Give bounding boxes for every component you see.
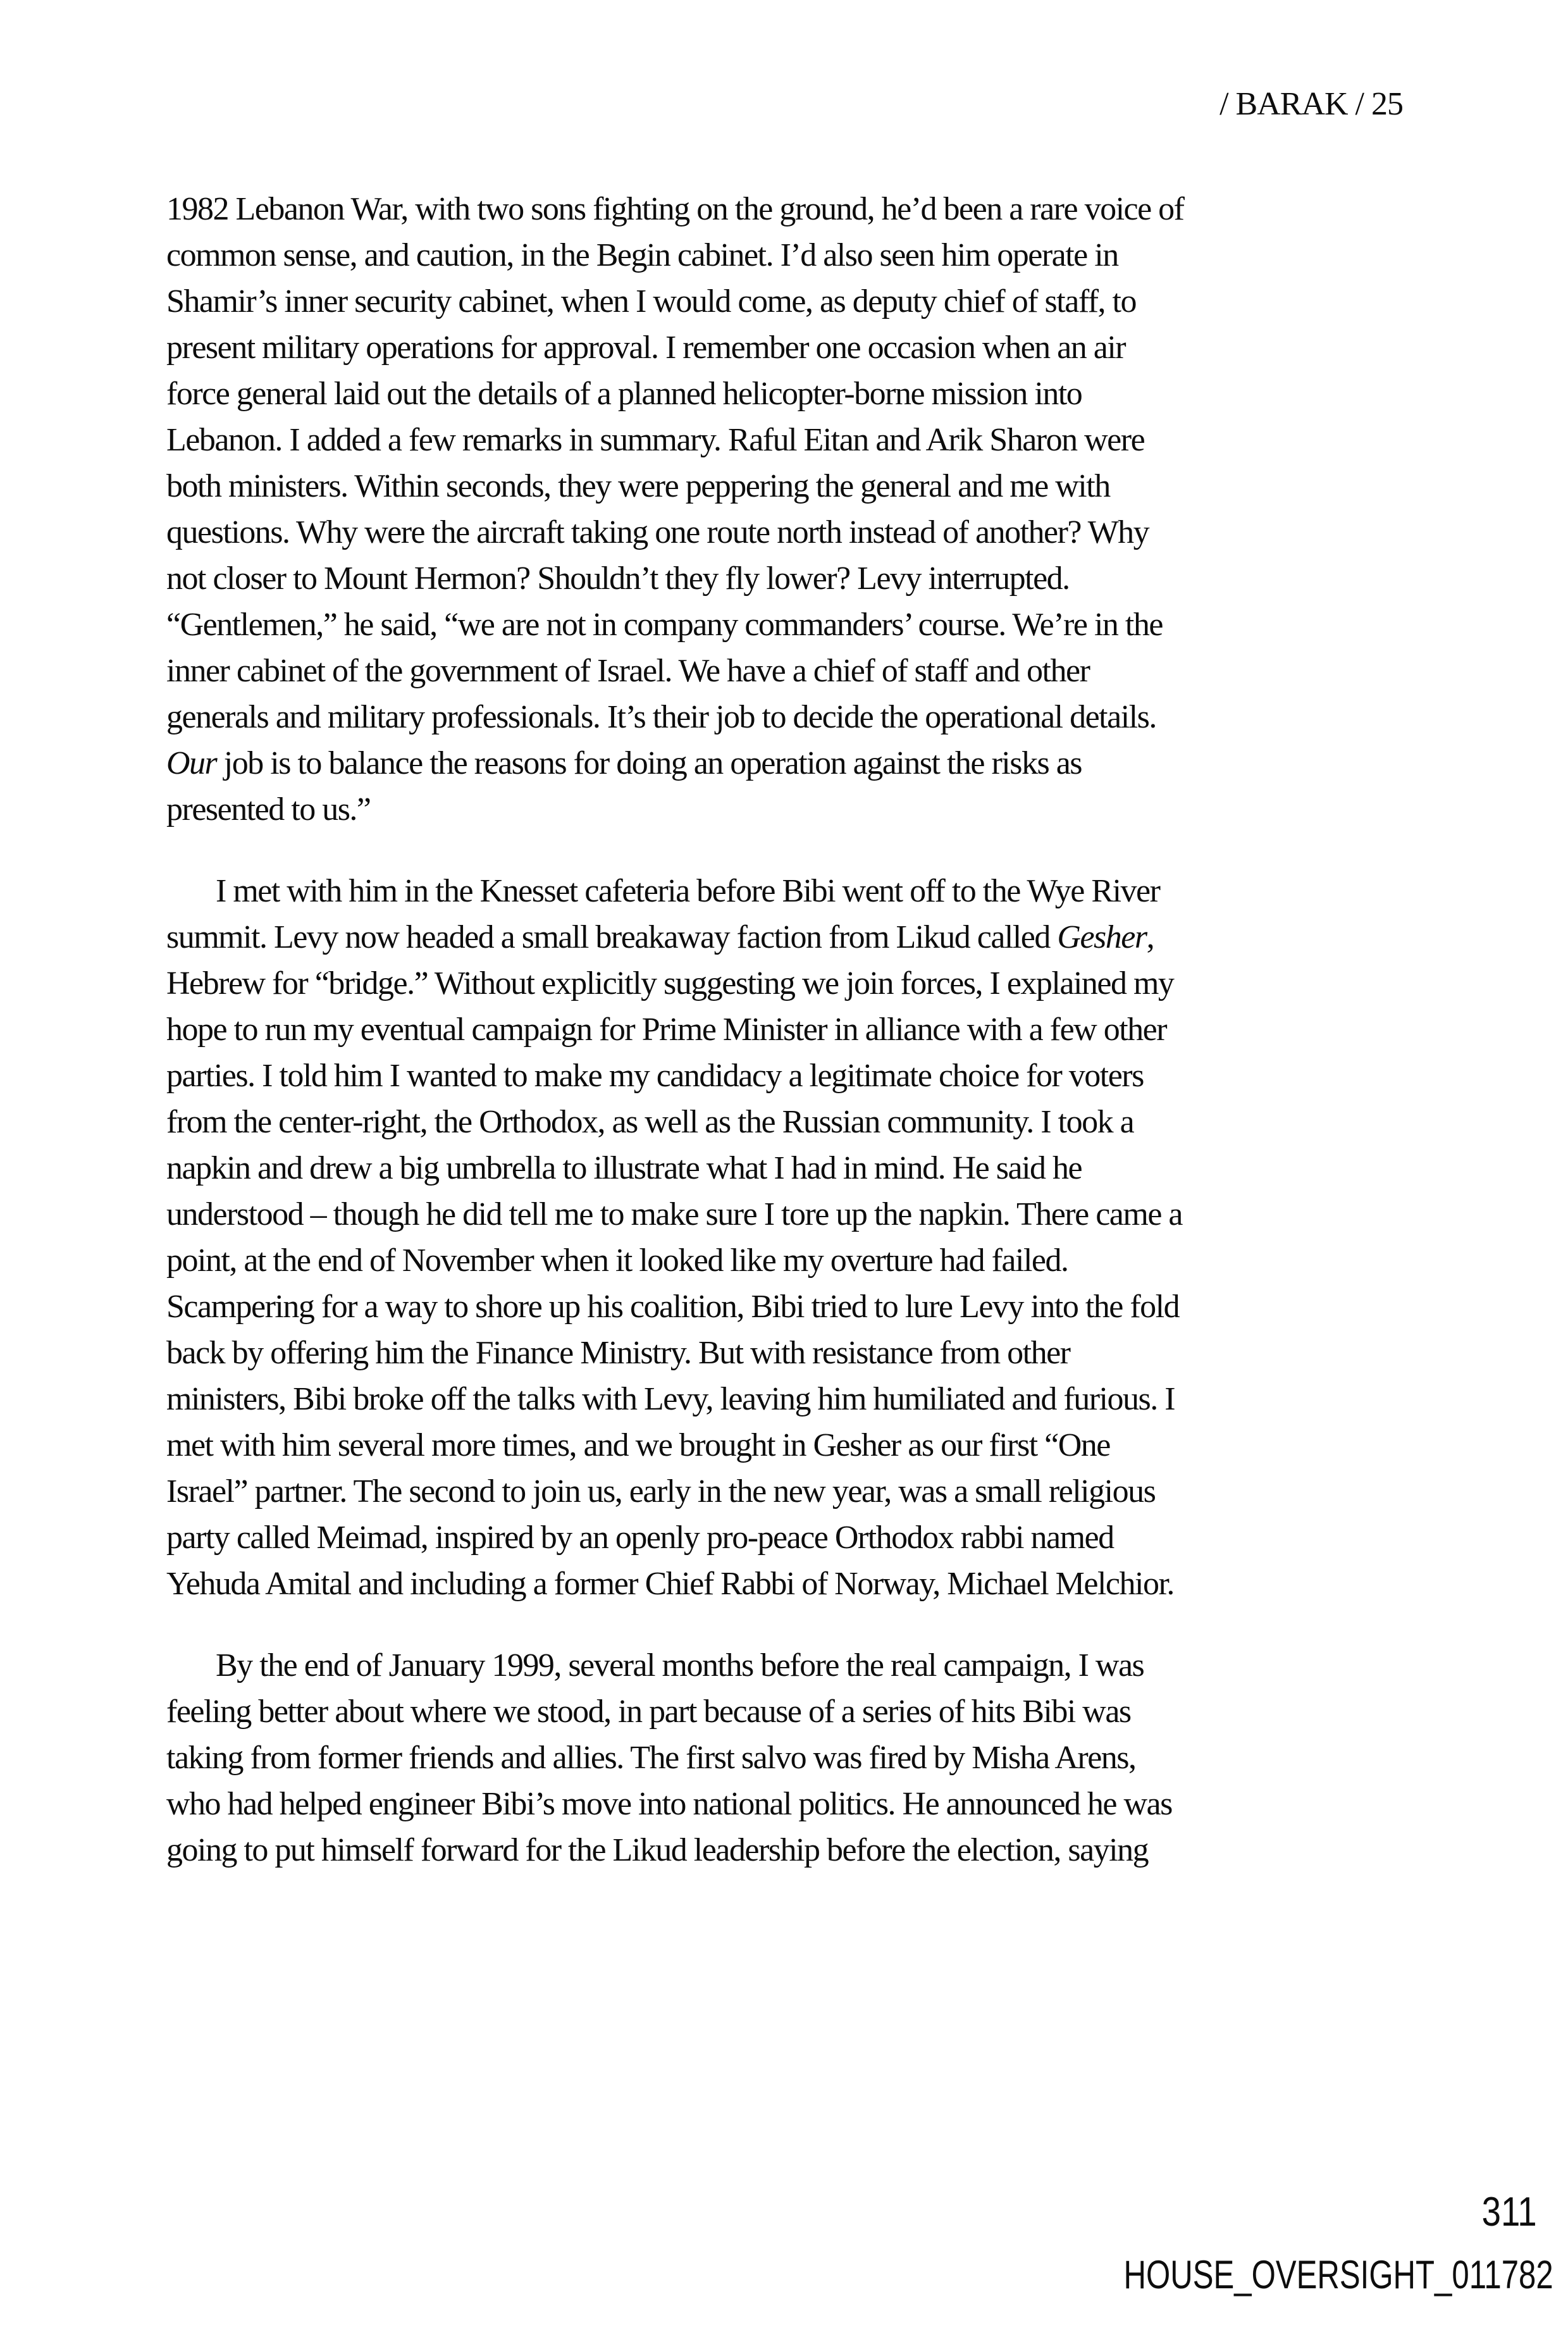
text-segment: parties. I told him I wanted to make my candidacy a legitimate choice for voters xyxy=(166,1058,1144,1094)
text-segment: from the center-right, the Orthodox, as well as the Russian community. I took a xyxy=(166,1104,1134,1140)
text-line xyxy=(166,868,1416,914)
paragraph xyxy=(166,186,1416,833)
paragraph xyxy=(166,1642,1416,1873)
text-line xyxy=(166,1561,1416,1607)
text-line xyxy=(166,232,1416,278)
text-segment: who had helped engineer Bibi’s move into national politics. He announced he was xyxy=(166,1786,1172,1822)
text-segment: , xyxy=(1146,919,1154,955)
text-line xyxy=(166,555,1416,602)
text-segment: ministers, Bibi broke off the talks with Levy, leaving him humiliated and furious. I xyxy=(166,1381,1175,1417)
text-segment: generals and military professionals. It’s their job to decide the operational details. xyxy=(166,699,1156,735)
text-segment: 1982 Lebanon War, with two sons fighting on the ground, he’d been a rare voice of xyxy=(166,191,1184,227)
text-segment: napkin and drew a big umbrella to illustrate what I had in mind. He said he xyxy=(166,1150,1082,1186)
text-segment: “Gentlemen,” he said, “we are not in company commanders’ course. We’re in the xyxy=(166,607,1163,643)
text-segment: present military operations for approval. I remember one occasion when an air xyxy=(166,330,1126,366)
text-segment: back by offering him the Finance Ministry. But with resistance from other xyxy=(166,1335,1070,1371)
text-line xyxy=(166,694,1416,740)
text-segment: Lebanon. I added a few remarks in summary. Raful Eitan and Arik Sharon were xyxy=(166,422,1145,458)
paragraph xyxy=(166,868,1416,1607)
text-segment: Yehuda Amital and including a former Chief Rabbi of Norway, Michael Melchior. xyxy=(166,1566,1174,1602)
body-text xyxy=(166,186,1416,1873)
italic-text-segment: Our xyxy=(166,745,217,781)
text-line xyxy=(166,1191,1416,1237)
text-segment: job is to balance the reasons for doing an operation against the risks as xyxy=(216,745,1082,781)
text-line xyxy=(166,1827,1416,1873)
text-line xyxy=(166,602,1416,648)
text-segment: taking from former friends and allies. The first salvo was fired by Misha Arens, xyxy=(166,1740,1136,1776)
text-line xyxy=(166,1468,1416,1515)
text-line xyxy=(166,509,1416,555)
text-line xyxy=(166,1515,1416,1561)
italic-text-segment: Gesher xyxy=(1057,919,1147,955)
text-line xyxy=(166,463,1416,509)
text-line xyxy=(166,648,1416,694)
text-segment: hope to run my eventual campaign for Prime Minister in alliance with a few other xyxy=(166,1012,1167,1048)
text-line xyxy=(166,186,1416,232)
text-line xyxy=(166,1689,1416,1735)
text-line xyxy=(166,960,1416,1007)
text-line xyxy=(166,325,1416,371)
bates-stamp xyxy=(958,2216,1553,2335)
bates-number-text: HOUSE_OVERSIGHT_011782 xyxy=(1123,2253,1553,2297)
text-segment: Scampering for a way to shore up his coalition, Bibi tried to lure Levy into the fold xyxy=(166,1289,1180,1325)
text-line xyxy=(166,417,1416,463)
text-segment: going to put himself forward for the Likud leadership before the election, saying xyxy=(166,1832,1149,1868)
text-segment: force general laid out the details of a planned helicopter-borne mission into xyxy=(166,376,1082,412)
text-segment: party called Meimad, inspired by an openly pro-peace Orthodox rabbi named xyxy=(166,1520,1114,1556)
text-line xyxy=(166,1284,1416,1330)
text-line xyxy=(166,371,1416,417)
text-line xyxy=(166,1053,1416,1099)
text-segment: met with him several more times, and we brought in Gesher as our first “One xyxy=(166,1427,1110,1463)
text-line xyxy=(166,278,1416,325)
text-line xyxy=(166,1422,1416,1468)
text-line xyxy=(166,1735,1416,1781)
text-segment: Israel” partner. The second to join us, early in the new year, was a small religious xyxy=(166,1473,1156,1509)
text-line xyxy=(166,1099,1416,1145)
text-segment: inner cabinet of the government of Israel. We have a chief of staff and other xyxy=(166,653,1090,689)
text-line xyxy=(166,1376,1416,1422)
text-segment: By the end of January 1999, several months before the real campaign, I was xyxy=(216,1647,1144,1683)
text-segment: feeling better about where we stood, in part because of a series of hits Bibi was xyxy=(166,1694,1131,1730)
text-segment: questions. Why were the aircraft taking one route north instead of another? Why xyxy=(166,514,1149,550)
text-line xyxy=(166,1237,1416,1284)
text-segment: both ministers. Within seconds, they were peppering the general and me with xyxy=(166,468,1110,504)
page-number-text: 311 xyxy=(1481,2188,1537,2235)
text-segment: common sense, and caution, in the Begin cabinet. I’d also seen him operate in xyxy=(166,237,1118,273)
text-segment: Shamir’s inner security cabinet, when I would come, as deputy chief of staff, to xyxy=(166,283,1136,319)
text-segment: understood – though he did tell me to make sure I tore up the napkin. There came a xyxy=(166,1196,1182,1232)
running-header: / BARAK / 25 xyxy=(1219,86,1403,122)
text-segment: Hebrew for “bridge.” Without explicitly suggesting we join forces, I explained my xyxy=(166,965,1174,1001)
text-line xyxy=(166,1145,1416,1191)
text-segment: summit. Levy now headed a small breakaway faction from Likud called xyxy=(166,919,1058,955)
text-line xyxy=(166,740,1416,786)
text-line xyxy=(166,914,1416,960)
text-segment: presented to us.” xyxy=(166,791,371,828)
text-segment: not closer to Mount Hermon? Shouldn’t they fly lower? Levy interrupted. xyxy=(166,561,1070,597)
text-segment: I met with him in the Knesset cafeteria before Bibi went off to the Wye River xyxy=(216,873,1160,909)
text-line xyxy=(166,1781,1416,1827)
text-line xyxy=(166,1330,1416,1376)
text-line xyxy=(166,786,1416,833)
text-line xyxy=(166,1007,1416,1053)
text-segment: point, at the end of November when it looked like my overture had failed. xyxy=(166,1243,1068,1279)
text-line xyxy=(166,1642,1416,1689)
